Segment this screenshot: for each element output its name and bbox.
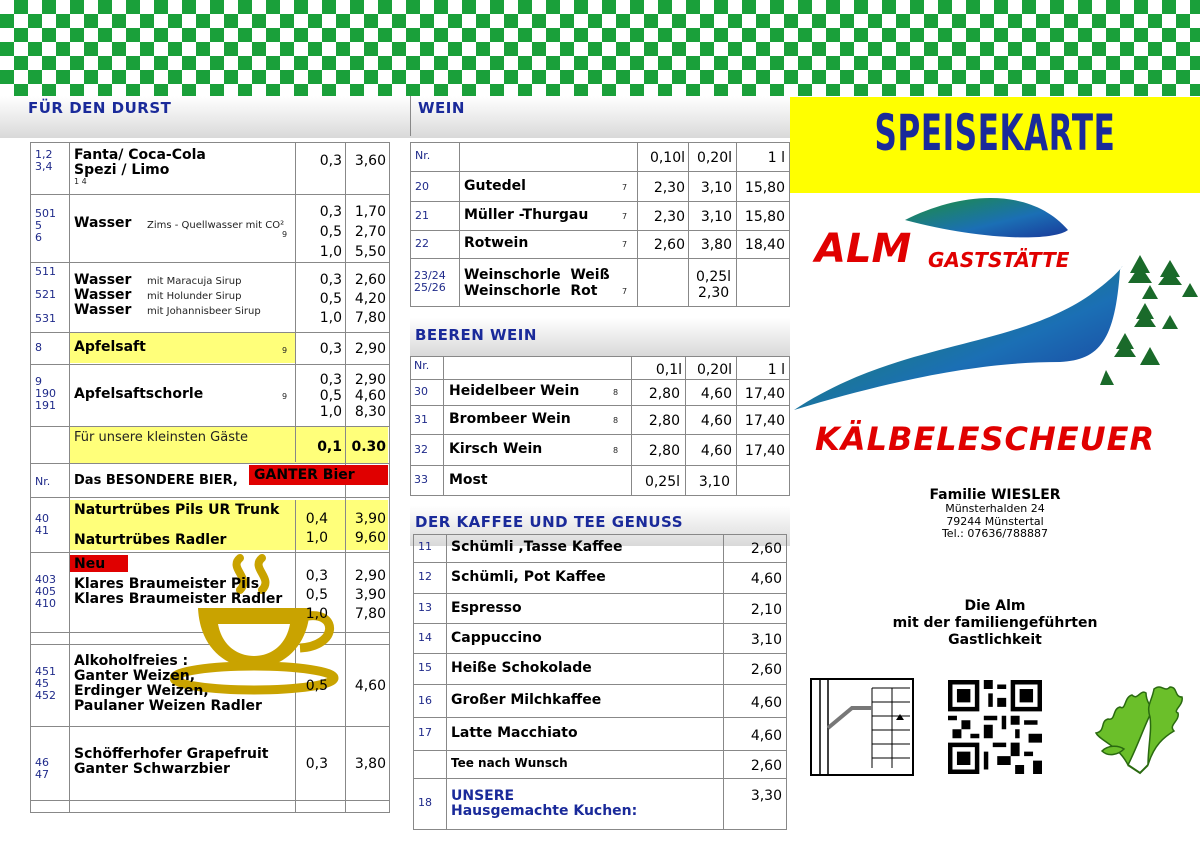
item-number: 501 5 6 (35, 207, 56, 244)
item-name: Klares Braumeister Pils (74, 576, 260, 592)
allergen-note: 8 (613, 388, 619, 397)
column-header-size: 0,20l (696, 362, 732, 378)
item-name: Weinschorle Weiß Weinschorle Rot (464, 267, 610, 299)
item-name: Fanta/ Coca-Cola (74, 147, 206, 163)
section-header-wein (410, 96, 790, 138)
checkered-banner (0, 0, 1200, 96)
allergen-note: 7 (622, 212, 628, 221)
column-header-nr: Nr. (35, 475, 51, 488)
phone-number: Tel.: 07636/788887 (941, 527, 1049, 540)
item-number: 511 (35, 265, 56, 278)
item-quantity: 0,25l (644, 474, 680, 490)
item-number: 33 (414, 473, 428, 486)
item-name: Tee nach Wunsch (451, 756, 568, 770)
item-price: 3,10 (700, 180, 732, 196)
item-number: 32 (414, 443, 428, 456)
item-quantity: 0,3 (319, 341, 342, 357)
item-number: 521 (35, 288, 56, 301)
ganter-bier-label: GANTER Bier (254, 467, 355, 483)
item-price: 3,10 (700, 209, 732, 225)
item-note: mit Maracuja Sirup (147, 276, 242, 287)
gaststaette-text: GASTSTÄTTE (928, 248, 1070, 272)
item-name: Schöfferhofer Grapefruit Ganter Schwarzbier (74, 746, 269, 777)
section-title: FÜR DEN DURST (28, 99, 172, 117)
item-name: Most (449, 472, 488, 488)
allergen-note: 1 4 (74, 177, 87, 186)
item-quantity: 0,3 0,5 1,0 (319, 272, 342, 326)
column-header-size: 0,20l (696, 150, 732, 166)
trees-icon (1100, 255, 1200, 395)
item-price: 17,40 (744, 443, 785, 459)
item-price: 3,30 (750, 788, 782, 804)
item-number: 15 (418, 661, 432, 674)
item-number: 531 (35, 312, 56, 325)
item-number: 16 (418, 694, 432, 707)
column-header-size: 0,10l (649, 150, 685, 166)
item-price: 2,60 (750, 541, 782, 557)
family-name: Familie WIESLER (929, 487, 1061, 503)
section-header-beeren (410, 318, 790, 356)
item-price: 2,60 (750, 758, 782, 774)
item-name: Schümli ,Tasse Kaffee (451, 539, 623, 555)
item-price: 4,60 (700, 413, 732, 429)
item-price: 4,60 (750, 728, 782, 744)
kids-offer-label: Für unsere kleinsten Gäste (74, 430, 249, 445)
item-name: Wasser (74, 215, 132, 231)
item-number: 451 45 452 (35, 665, 56, 702)
item-quantity: 0,4 1,0 (305, 511, 328, 546)
item-price: 4,60 (750, 695, 782, 711)
alm-logo-text: ALM (815, 226, 912, 272)
item-price: 2,90 4,60 8,30 (354, 372, 386, 420)
allergen-note: 8 (613, 416, 619, 425)
item-quantity: 0,3 0,5 1,0 (319, 372, 342, 420)
item-name: Rotwein (464, 235, 529, 251)
item-number: 9 190 191 (35, 375, 56, 412)
item-price: 2,60 (750, 662, 782, 678)
item-name: Klares Braumeister Radler (74, 591, 283, 607)
item-name: Naturtrübes Pils UR Trunk (74, 502, 280, 518)
item-price: 1,70 2,70 5,50 (354, 204, 386, 260)
item-quantity: 0,25l (696, 269, 732, 285)
column-header-size: 1 l (767, 362, 785, 378)
item-price: 4,60 (354, 678, 386, 694)
section-header-durst (0, 96, 410, 138)
item-note: mit Holunder Sirup (147, 291, 242, 302)
item-number: 11 (418, 540, 432, 553)
item-price: 2,30 (653, 209, 685, 225)
item-quantity: 0,3 (319, 153, 342, 169)
item-price: 2,60 (653, 237, 685, 253)
item-price: 3,10 (698, 474, 730, 490)
item-price: 2,30 (698, 285, 730, 301)
item-name: Alkoholfreies : Ganter Weizen, Erdinger Weizen, Paulaner Weizen Radler (74, 653, 262, 714)
item-price: 2,80 (648, 386, 680, 402)
allergen-note: 7 (622, 240, 628, 249)
column-header-size: 1 l (767, 150, 785, 166)
item-price: 4,60 (750, 571, 782, 587)
item-name: Schümli, Pot Kaffee (451, 569, 606, 585)
item-number: 21 (415, 209, 429, 222)
item-quantity: 0,1 (317, 439, 342, 455)
oak-leaf-icon (1088, 675, 1200, 775)
item-price: 18,40 (744, 237, 785, 253)
item-quantity: 0,3 (305, 756, 328, 772)
item-number: 18 (418, 796, 432, 809)
item-price: 2,90 (354, 341, 386, 357)
item-number: 22 (415, 237, 429, 250)
item-name: UNSERE Hausgemachte Kuchen: (451, 788, 638, 819)
item-name: Gutedel (464, 178, 526, 194)
menu-title: SPEISEKARTE (874, 104, 1116, 162)
item-number: 14 (418, 631, 432, 644)
item-number: 403 405 410 (35, 573, 56, 610)
item-number: 30 (414, 385, 428, 398)
allergen-note: 7 (622, 287, 628, 296)
item-price: 3,10 (750, 632, 782, 648)
item-price: 3,80 (700, 237, 732, 253)
section-title: BEEREN WEIN (415, 326, 537, 344)
item-name: Wasser (74, 287, 132, 303)
item-name: Großer Milchkaffee (451, 692, 602, 708)
item-number: 17 (418, 726, 432, 739)
address-city: 79244 Münstertal (946, 515, 1044, 528)
section-title: WEIN (418, 99, 465, 117)
item-price: 3,90 9,60 (354, 511, 386, 546)
item-price: 2,80 (648, 413, 680, 429)
item-price: 17,40 (744, 386, 785, 402)
item-number: 46 47 (35, 756, 49, 781)
item-name: Spezi / Limo (74, 162, 170, 178)
allergen-note: 7 (622, 183, 628, 192)
item-price: 2,90 3,90 7,80 (354, 568, 386, 622)
column-header-size: 0,1l (655, 362, 682, 378)
allergen-note: 9 (282, 230, 288, 239)
item-number: 12 (418, 570, 432, 583)
item-number: 23/24 25/26 (414, 269, 446, 294)
item-note: Zims - Quellwasser mit CO² (147, 220, 285, 231)
item-quantity: 0,5 (305, 678, 328, 694)
item-number: 1,2 3,4 (35, 148, 53, 173)
column-header-nr: Nr. (414, 359, 430, 372)
item-price: 15,80 (744, 209, 785, 225)
item-price: 2,60 4,20 7,80 (354, 272, 386, 326)
allergen-note: 9 (282, 346, 288, 355)
item-quantity: 0,3 0,5 1,0 (319, 204, 342, 260)
item-name: Wasser (74, 272, 132, 288)
column-header-nr: Nr. (415, 149, 431, 162)
item-name: Apfelsaftschorle (74, 386, 204, 402)
item-name: Müller -Thurgau (464, 207, 589, 223)
allergen-note: 8 (613, 446, 619, 455)
item-name: Espresso (451, 600, 522, 616)
item-name: Brombeer Wein (449, 411, 571, 427)
allergen-note: 9 (282, 392, 288, 401)
location-map (810, 678, 914, 776)
restaurant-name: KÄLBELESCHEUER (815, 420, 1156, 458)
item-name: Naturtrübes Radler (74, 532, 227, 548)
item-number: 13 (418, 601, 432, 614)
slogan: Die Alm mit der familiengeführten Gastlichkeit (892, 598, 1098, 648)
item-name: Wasser (74, 302, 132, 318)
item-price: 17,40 (744, 413, 785, 429)
item-price: 3,60 (354, 153, 386, 169)
item-number: 8 (35, 341, 42, 354)
item-quantity: 0,3 0,5 1,0 (305, 568, 328, 622)
item-price: 2,80 (648, 443, 680, 459)
item-number: 31 (414, 413, 428, 426)
item-name: Heiße Schokolade (451, 660, 592, 676)
beer-section-label: Das BESONDERE BIER, (74, 473, 238, 488)
item-price: 4,60 (700, 386, 732, 402)
item-name: Apfelsaft (74, 339, 146, 355)
item-number: 20 (415, 180, 429, 193)
item-price: 15,80 (744, 180, 785, 196)
new-badge: Neu (74, 556, 106, 572)
item-note: mit Johannisbeer Sirup (147, 306, 261, 317)
section-title: DER KAFFEE UND TEE GENUSS (415, 513, 683, 531)
item-name: Cappuccino (451, 630, 542, 646)
item-number: 40 41 (35, 512, 49, 537)
item-price: 2,10 (750, 602, 782, 618)
item-price: 3,80 (354, 756, 386, 772)
item-price: 0.30 (351, 439, 386, 455)
item-price: 2,30 (653, 180, 685, 196)
item-name: Heidelbeer Wein (449, 383, 580, 399)
item-name: Kirsch Wein (449, 441, 543, 457)
qr-code (948, 680, 1042, 774)
item-price: 4,60 (700, 443, 732, 459)
item-name: Latte Macchiato (451, 725, 578, 741)
address-street: Münsterhalden 24 (945, 502, 1045, 515)
